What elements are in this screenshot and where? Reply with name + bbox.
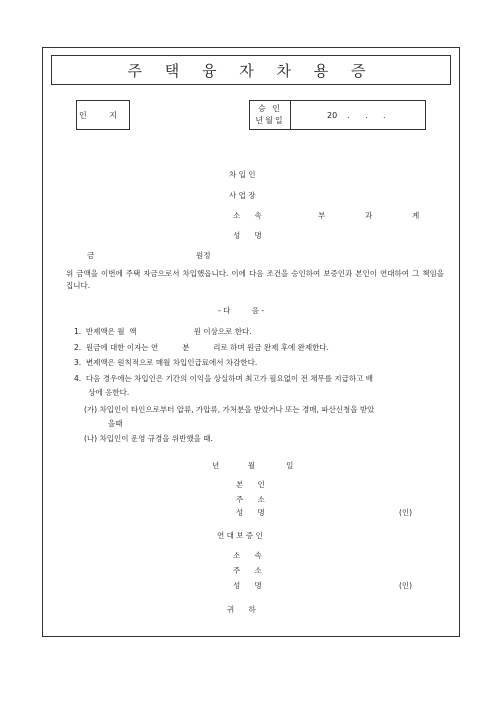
principal-heading: 본 인 [236,480,265,489]
team-label: 계 [412,211,420,220]
workplace-label: 사 업 장 [229,191,256,200]
affiliation-label: 소 속 [233,211,262,220]
clause-4: 4. 다음 경우에는 차입인은 기간의 이익을 상실하며 최고가 필요없이 전 채무를 지급하고 배 [74,374,373,383]
section-label: 과 [365,211,373,220]
amount-suffix: 원정 [196,251,211,260]
approval-label [250,101,291,129]
guarantor-heading: 연 대 보 증 인 [217,531,263,540]
borrower-name-label: 성 명 [233,231,262,240]
clause-4a: (가) 차입인이 타인으로부터 압류, 가압류, 가처분을 받았거나 또는 경매, 파산신청을 받았 [84,405,375,414]
notes-heading: - 다 음 - [218,306,265,315]
clause-3: 3. 변제액은 원칙적으로 매월 차입인급료에서 차감한다. [74,358,258,367]
approval-date: 20 . . . [327,110,386,120]
clause-1: 1. 반제액은 월 액 원 이상으로 한다. [74,327,252,336]
revenue-stamp-box: 인 지 [76,100,130,130]
principal-seal-mark: (인) [399,508,413,517]
clause-4-cont: 상에 응한다. [74,388,130,397]
clause-4a-cont: 을때 [84,419,123,428]
intro-paragraph: 위 금액을 이번에 주택 자금으로서 차입했읍니다. 이에 다음 조건을 승인하여 보증인과 본인이 연대하여 그 책임을 집니다. [66,269,444,290]
clause-2: 2. 원금에 대한 이자는 연 분 리로 하며 원금 완제 후에 완제한다. [74,343,329,352]
approval-label-line1: 승 인 [258,104,282,113]
document-title: 주 택 융 자 차 용 증 [51,55,451,85]
guarantor-address-label: 주 소 [233,566,262,575]
approval-label-line2: 년월일 [255,116,285,125]
guarantor-affiliation-label: 소 속 [233,551,262,560]
borrower-heading: 차 입 인 [229,170,256,179]
addressee: 귀 하 [227,605,256,614]
approval-date-box [249,100,426,130]
guarantor-name-label: 성 명 [233,581,262,590]
department-label: 부 [318,211,326,220]
principal-address-label: 주 소 [236,495,265,504]
principal-name-label: 성 명 [236,508,265,517]
clause-4b: (나) 차입인이 운영 규경을 위반했을 때. [84,434,213,443]
signature-date: 년 월 일 [212,461,294,470]
amount-prefix: 금 [87,251,95,260]
guarantor-seal-mark: (인) [399,581,413,590]
